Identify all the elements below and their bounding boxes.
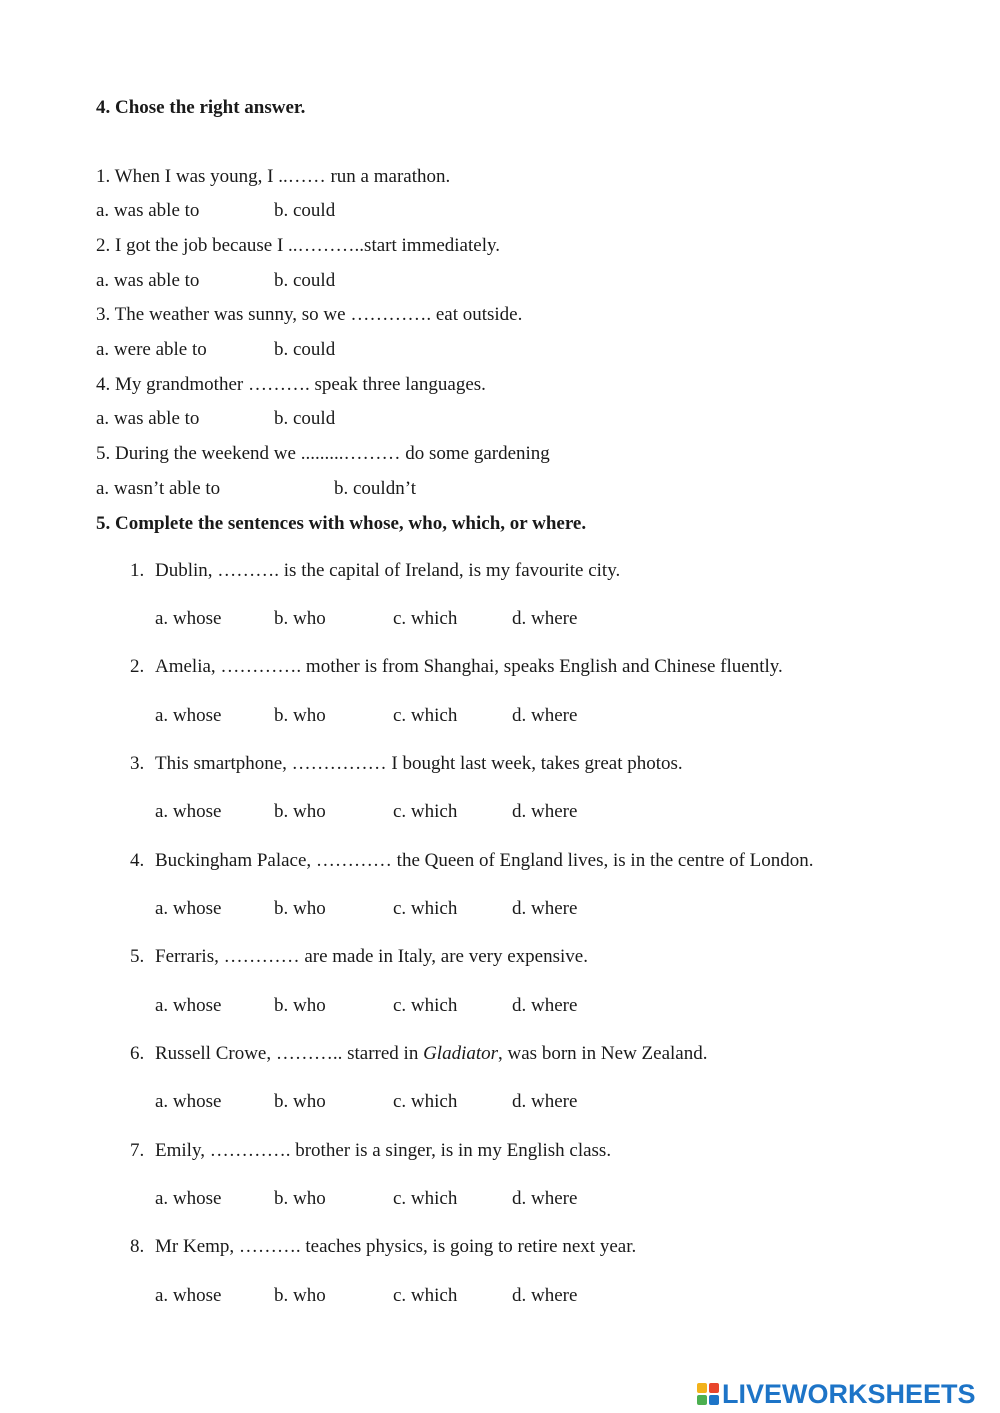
- s5-q3-option-c[interactable]: c. which: [393, 801, 458, 822]
- s5-q5-option-a[interactable]: a. whose: [155, 995, 222, 1016]
- s4-question-2: 2. I got the job because I ..………..start immediately.: [96, 235, 501, 256]
- s5-q8-option-b[interactable]: b. who: [274, 1285, 326, 1306]
- logo-square-3: [697, 1395, 707, 1405]
- section-4-title: 4. Chose the right answer.: [96, 97, 306, 118]
- s4-q3-option-a[interactable]: a. were able to: [96, 339, 207, 360]
- s5-q7-number: 7.: [130, 1140, 145, 1161]
- s5-q5-number: 5.: [130, 946, 145, 967]
- s4-q1-option-a[interactable]: a. was able to: [96, 200, 200, 221]
- s5-question-3: This smartphone, …………… I bought last week, takes great photos.: [155, 753, 683, 774]
- s5-q6-text-after: , was born in New Zealand.: [498, 1043, 708, 1064]
- liveworksheets-logo[interactable]: [697, 1378, 976, 1409]
- s5-q7-option-b[interactable]: b. who: [274, 1188, 326, 1209]
- s5-question-6: [155, 1042, 708, 1066]
- s5-q8-option-c[interactable]: c. which: [393, 1285, 458, 1306]
- s5-q2-option-c[interactable]: c. which: [393, 705, 458, 726]
- s5-q1-option-b[interactable]: b. who: [274, 608, 326, 629]
- logo-text: LIVEWORKSHEETS: [722, 1378, 976, 1409]
- s5-q6-option-b[interactable]: b. who: [274, 1091, 326, 1112]
- s5-q5-option-b[interactable]: b. who: [274, 995, 326, 1016]
- s5-question-5: Ferraris, ………… are made in Italy, are very expensive.: [155, 946, 588, 967]
- s5-question-1: Dublin, ………. is the capital of Ireland, is my favourite city.: [155, 560, 621, 581]
- s5-q6-film-title: Gladiator: [423, 1043, 499, 1064]
- s5-question-2: Amelia, …………. mother is from Shanghai, speaks English and Chinese fluently.: [155, 656, 783, 677]
- s5-q7-option-c[interactable]: c. which: [393, 1188, 458, 1209]
- s5-q3-option-b[interactable]: b. who: [274, 801, 326, 822]
- s5-q3-number: 3.: [130, 753, 145, 774]
- section-5-title: 5. Complete the sentences with whose, who, which, or where.: [96, 513, 587, 534]
- s5-q6-text-before: Russell Crowe, ……….. starred in: [155, 1043, 424, 1064]
- s4-q4-option-b[interactable]: b. could: [274, 408, 336, 429]
- s5-q5-option-d[interactable]: d. where: [512, 995, 578, 1016]
- s5-q8-option-a[interactable]: a. whose: [155, 1285, 222, 1306]
- s4-question-5: 5. During the weekend we .........……… do some gardening: [96, 443, 550, 464]
- s4-q1-option-b[interactable]: b. could: [274, 200, 336, 221]
- s5-q6-option-d[interactable]: d. where: [512, 1091, 578, 1112]
- s5-q2-number: 2.: [130, 656, 145, 677]
- s5-q3-option-a[interactable]: a. whose: [155, 801, 222, 822]
- s5-q1-option-d[interactable]: d. where: [512, 608, 578, 629]
- s4-q5-option-b[interactable]: b. couldn’t: [334, 478, 416, 499]
- s5-question-7: Emily, …………. brother is a singer, is in my English class.: [155, 1140, 612, 1161]
- s5-q2-option-b[interactable]: b. who: [274, 705, 326, 726]
- s5-q4-option-d[interactable]: d. where: [512, 898, 578, 919]
- logo-square-4: [709, 1395, 719, 1405]
- s5-q8-number: 8.: [130, 1236, 145, 1257]
- s5-q1-number: 1.: [130, 560, 145, 581]
- s4-question-1: 1. When I was young, I ..…… run a marathon.: [96, 166, 451, 187]
- s5-question-8: Mr Kemp, ………. teaches physics, is going to retire next year.: [155, 1236, 637, 1257]
- s4-q2-option-b[interactable]: b. could: [274, 270, 336, 291]
- s5-q4-option-a[interactable]: a. whose: [155, 898, 222, 919]
- logo-square-2: [709, 1383, 719, 1393]
- s5-q4-number: 4.: [130, 850, 145, 871]
- s4-question-3: 3. The weather was sunny, so we …………. eat outside.: [96, 304, 523, 325]
- s5-q6-number: 6.: [130, 1043, 145, 1064]
- s5-q7-option-a[interactable]: a. whose: [155, 1188, 222, 1209]
- s5-q7-option-d[interactable]: d. where: [512, 1188, 578, 1209]
- s5-q1-option-a[interactable]: a. whose: [155, 608, 222, 629]
- s5-q6-option-a[interactable]: a. whose: [155, 1091, 222, 1112]
- logo-square-1: [697, 1383, 707, 1393]
- s4-q4-option-a[interactable]: a. was able to: [96, 408, 200, 429]
- s5-q4-option-b[interactable]: b. who: [274, 898, 326, 919]
- s5-q2-option-d[interactable]: d. where: [512, 705, 578, 726]
- s5-q4-option-c[interactable]: c. which: [393, 898, 458, 919]
- s5-q8-option-d[interactable]: d. where: [512, 1285, 578, 1306]
- s5-q5-option-c[interactable]: c. which: [393, 995, 458, 1016]
- liveworksheets-logo-icon: [697, 1383, 719, 1405]
- s5-question-4: Buckingham Palace, ………… the Queen of England lives, is in the centre of London.: [155, 850, 814, 871]
- s4-q3-option-b[interactable]: b. could: [274, 339, 336, 360]
- s4-q2-option-a[interactable]: a. was able to: [96, 270, 200, 291]
- s5-q2-option-a[interactable]: a. whose: [155, 705, 222, 726]
- s4-question-4: 4. My grandmother ………. speak three languages.: [96, 374, 486, 395]
- s5-q1-option-c[interactable]: c. which: [393, 608, 458, 629]
- s4-q5-option-a[interactable]: a. wasn’t able to: [96, 478, 221, 499]
- s5-q3-option-d[interactable]: d. where: [512, 801, 578, 822]
- s5-q6-option-c[interactable]: c. which: [393, 1091, 458, 1112]
